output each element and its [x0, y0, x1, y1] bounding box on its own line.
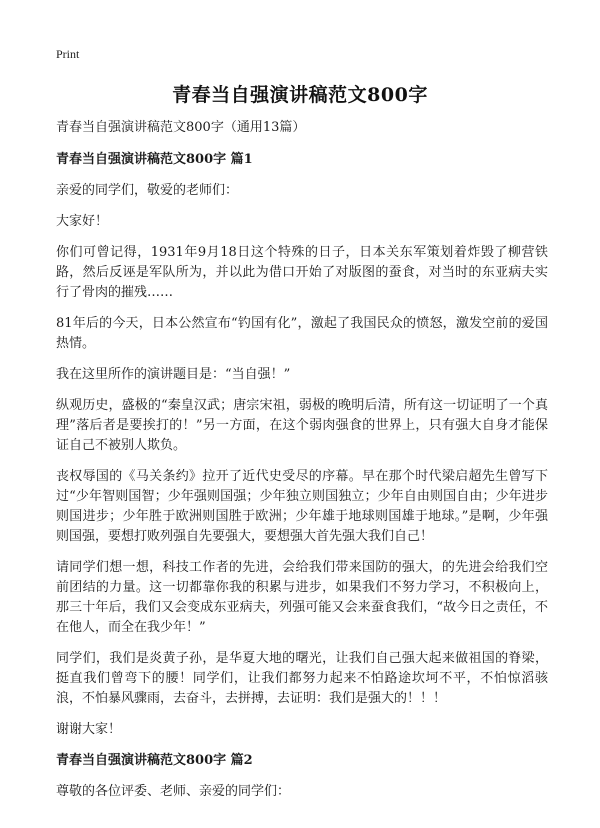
- paragraph-thanks: 谢谢大家！: [56, 722, 122, 737]
- document-title: 青春当自强演讲稿范文800字: [172, 84, 428, 106]
- paragraph: 我在这里所作的演讲题目是：“当自强！”: [56, 367, 291, 382]
- section-1-heading: 青春当自强演讲稿范文800字 篇1: [56, 152, 253, 167]
- document-body: [56, 118, 548, 813]
- paragraph: 纵观历史，盛极的“秦皇汉武；唐宗宋祖，弱极的晚明后清，所有这一切证明了一个真理”落后者是要挨打的！”另一方面，在这个弱肉强食的世界上，只有强大自身才能保证自己不被别人欺负。: [56, 398, 548, 453]
- section-2-heading: 青春当自强演讲稿范文800字 篇2: [56, 753, 253, 768]
- paragraph-greeting: 尊敬的各位评委、老师、亲爱的同学们：: [56, 784, 291, 799]
- paragraph: 你们可曾记得，1931年9月18日这个特殊的日子，日本关东军策划着炸毁了柳营铁路，然后反诬是军队所为，并以此为借口开始了对版图的蚕食，对当时的东亚病夫实行了骨肉的摧残……: [56, 245, 548, 300]
- paragraph: 同学们，我们是炎黄子孙，是华夏大地的曙光，让我们自己强大起来做祖国的脊梁，挺直我们曾弯下的腰！同学们，让我们都努力起来不怕路途坎坷不平，不怕惊滔骇浪，不怕暴风骤雨，去奋斗，去拼搏，去证明：我们是强大的！！！: [56, 651, 548, 706]
- print-label: Print: [56, 47, 80, 61]
- paragraph-greeting: 亲爱的同学们，敬爱的老师们：: [56, 183, 239, 198]
- paragraph: 丧权辱国的《马关条约》拉开了近代史受尽的序幕。早在那个时代梁启超先生曾写下过“少年智则国智；少年强则国强；少年独立则国独立；少年自由则国自由；少年进步则国进步；少年胜于欧洲则国胜于欧洲；少年雄于地球则国雄于地球。”是啊，少年强则国强，要想打败列强自先要强大，要想强大首先强大我们自己！: [56, 469, 548, 544]
- document-subtitle: 青春当自强演讲稿范文800字（通用13篇）: [56, 120, 306, 135]
- paragraph-hello: 大家好！: [56, 214, 109, 229]
- paragraph: 81年后的今天，日本公然宣布“钓国有化”，激起了我国民众的愤怒，激发空前的爱国热情。: [56, 316, 548, 351]
- paragraph: 请同学们想一想，科技工作者的先进，会给我们带来国防的强大，的先进会给我们空前团结的力量。这一切都靠你我的积累与进步，如果我们不努力学习，不积极向上，那三十年后，我们又会变成东亚病夫，列强可能又会来蚕食我们，“故今日之责任，不在他人，而全在我少年！”: [56, 560, 548, 635]
